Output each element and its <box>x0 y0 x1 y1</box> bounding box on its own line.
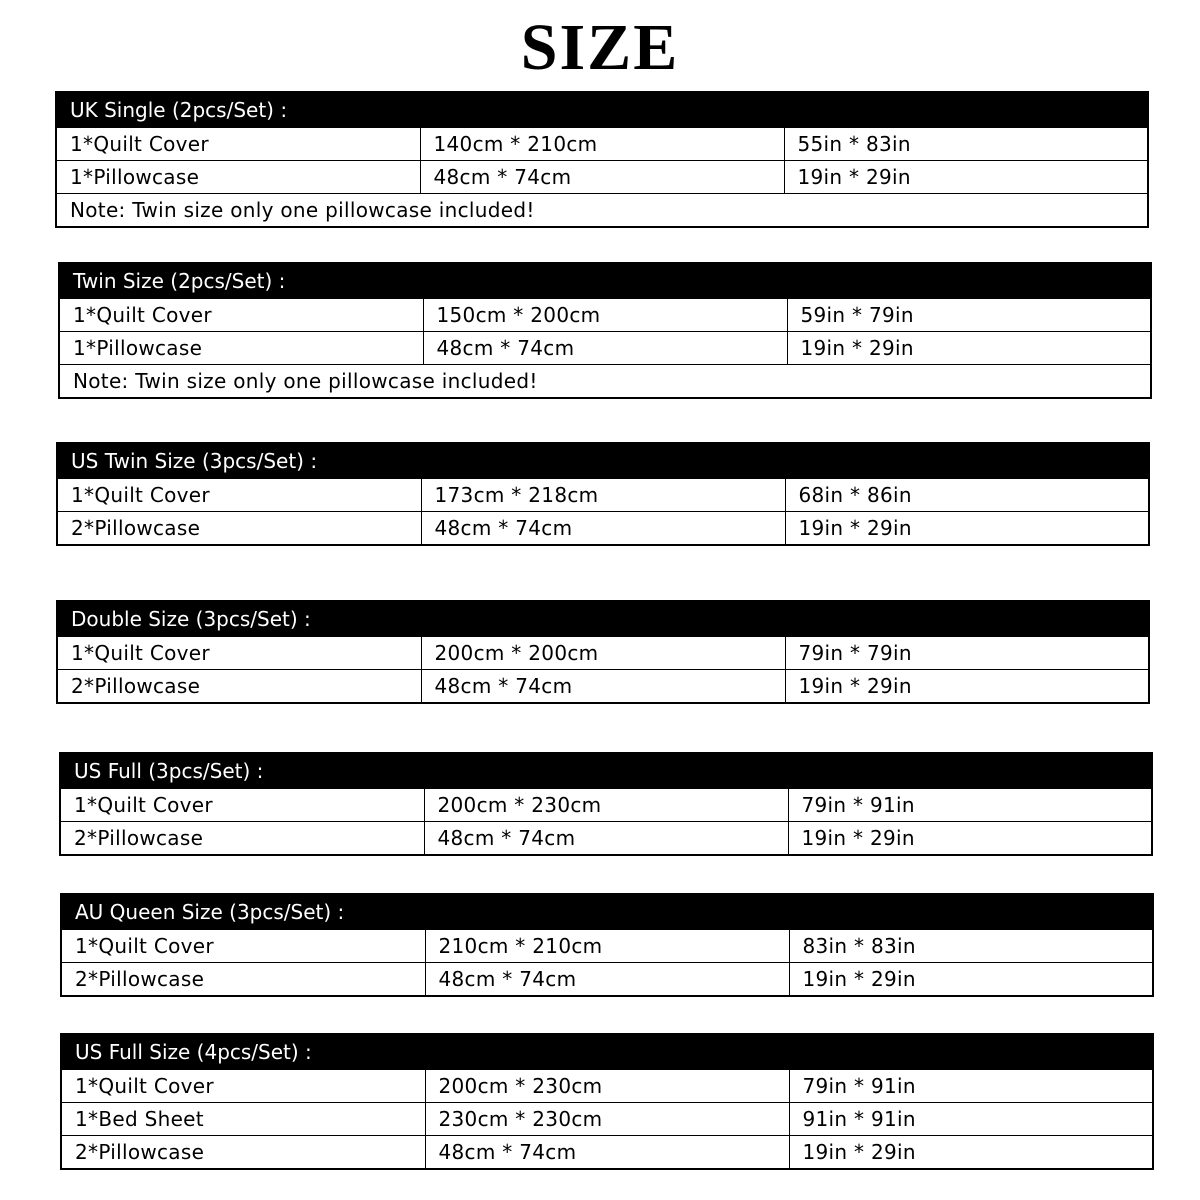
item-cell: 1*Quilt Cover <box>56 127 420 161</box>
table-row <box>56 127 1148 161</box>
inch-cell: 91in * 91in <box>789 1103 1153 1136</box>
table-row <box>59 298 1151 332</box>
table-row <box>61 1136 1153 1170</box>
inch-cell: 59in * 79in <box>787 298 1151 332</box>
size-table-us-full <box>59 752 1153 856</box>
item-cell: 1*Quilt Cover <box>57 636 421 670</box>
table-row <box>56 161 1148 194</box>
size-table-double <box>56 600 1150 704</box>
table-header: UK Single (2pcs/Set) : <box>56 92 1148 127</box>
cm-cell: 48cm * 74cm <box>420 161 784 194</box>
cm-cell: 140cm * 210cm <box>420 127 784 161</box>
inch-cell: 79in * 91in <box>788 788 1152 822</box>
item-cell: 1*Pillowcase <box>59 332 423 365</box>
table-row <box>59 332 1151 365</box>
table-row <box>61 963 1153 997</box>
table-row <box>57 636 1149 670</box>
item-cell: 1*Quilt Cover <box>61 1069 425 1103</box>
item-cell: 2*Pillowcase <box>61 1136 425 1170</box>
item-cell: 1*Quilt Cover <box>59 298 423 332</box>
table-header: US Full (3pcs/Set) : <box>60 753 1152 788</box>
table-header: AU Queen Size (3pcs/Set) : <box>61 894 1153 929</box>
size-table-uk-single <box>55 91 1149 228</box>
size-table-us-twin <box>56 442 1150 546</box>
table-header: US Twin Size (3pcs/Set) : <box>57 443 1149 478</box>
item-cell: 1*Quilt Cover <box>57 478 421 512</box>
cm-cell: 150cm * 200cm <box>423 298 787 332</box>
note-row: Note: Twin size only one pillowcase included! <box>56 194 1148 228</box>
item-cell: 2*Pillowcase <box>61 963 425 997</box>
size-table-twin <box>58 262 1152 399</box>
cm-cell: 210cm * 210cm <box>425 929 789 963</box>
table-header: US Full Size (4pcs/Set) : <box>61 1034 1153 1069</box>
inch-cell: 19in * 29in <box>785 670 1149 704</box>
cm-cell: 48cm * 74cm <box>423 332 787 365</box>
inch-cell: 19in * 29in <box>787 332 1151 365</box>
table-header: Twin Size (2pcs/Set) : <box>59 263 1151 298</box>
size-table-us-full-4pcs <box>60 1033 1154 1170</box>
table-row <box>60 788 1152 822</box>
size-table-au-queen <box>60 893 1154 997</box>
inch-cell: 79in * 79in <box>785 636 1149 670</box>
table-header: Double Size (3pcs/Set) : <box>57 601 1149 636</box>
item-cell: 2*Pillowcase <box>57 670 421 704</box>
table-row <box>60 822 1152 856</box>
table-row <box>61 929 1153 963</box>
item-cell: 2*Pillowcase <box>57 512 421 546</box>
note-row: Note: Twin size only one pillowcase included! <box>59 365 1151 399</box>
cm-cell: 200cm * 230cm <box>424 788 788 822</box>
item-cell: 1*Pillowcase <box>56 161 420 194</box>
item-cell: 1*Quilt Cover <box>61 929 425 963</box>
cm-cell: 48cm * 74cm <box>421 512 785 546</box>
inch-cell: 19in * 29in <box>785 512 1149 546</box>
inch-cell: 19in * 29in <box>788 822 1152 856</box>
inch-cell: 68in * 86in <box>785 478 1149 512</box>
cm-cell: 48cm * 74cm <box>421 670 785 704</box>
table-row <box>57 512 1149 546</box>
cm-cell: 230cm * 230cm <box>425 1103 789 1136</box>
table-row <box>61 1069 1153 1103</box>
cm-cell: 48cm * 74cm <box>424 822 788 856</box>
page-title: SIZE <box>520 11 680 84</box>
item-cell: 2*Pillowcase <box>60 822 424 856</box>
cm-cell: 200cm * 230cm <box>425 1069 789 1103</box>
inch-cell: 83in * 83in <box>789 929 1153 963</box>
table-row <box>61 1103 1153 1136</box>
cm-cell: 48cm * 74cm <box>425 1136 789 1170</box>
cm-cell: 200cm * 200cm <box>421 636 785 670</box>
inch-cell: 79in * 91in <box>789 1069 1153 1103</box>
inch-cell: 55in * 83in <box>784 127 1148 161</box>
item-cell: 1*Bed Sheet <box>61 1103 425 1136</box>
table-row <box>57 478 1149 512</box>
cm-cell: 173cm * 218cm <box>421 478 785 512</box>
inch-cell: 19in * 29in <box>789 1136 1153 1170</box>
cm-cell: 48cm * 74cm <box>425 963 789 997</box>
inch-cell: 19in * 29in <box>789 963 1153 997</box>
table-row <box>57 670 1149 704</box>
inch-cell: 19in * 29in <box>784 161 1148 194</box>
item-cell: 1*Quilt Cover <box>60 788 424 822</box>
